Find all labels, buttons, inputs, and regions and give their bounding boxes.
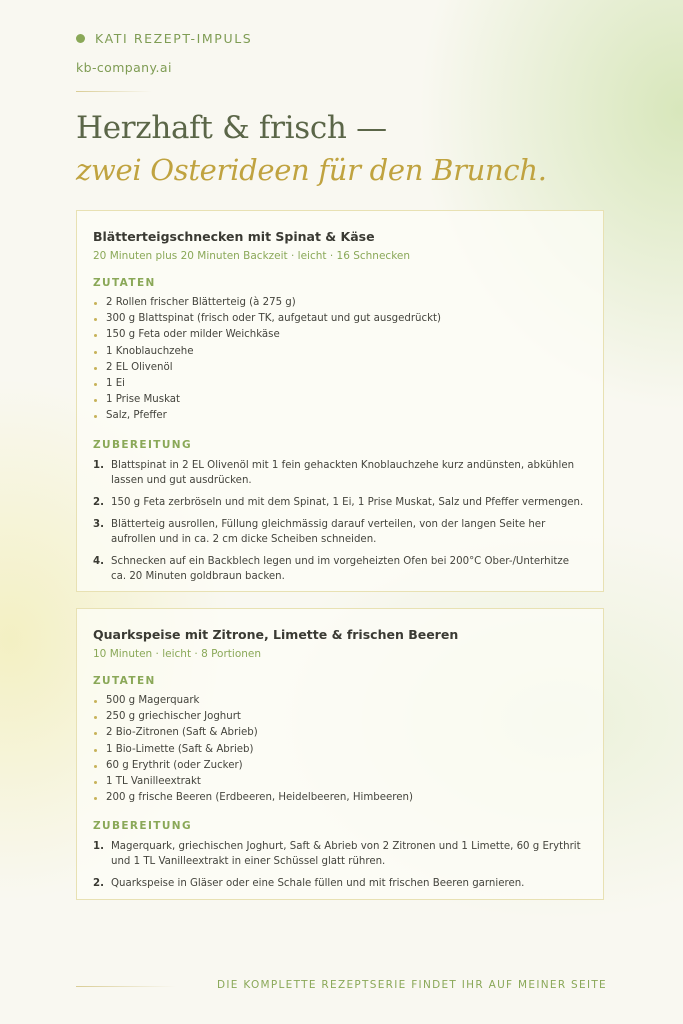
site-url[interactable]: kb-company.ai [76,60,172,75]
ingredient-item: Salz, Pfeffer [93,408,587,424]
recipe-meta: 10 Minuten · leicht · 8 Portionen [93,648,262,660]
step-number: 1. [93,459,104,471]
step-text: Magerquark, griechischen Joghurt, Saft & Abrieb von 2 Zitronen und 1 Limette, 60 g Erythrit und 1 TL Vanilleextrakt in einer Schüssel glatt rühren. [111,841,581,868]
footer-divider [76,986,176,987]
ingredient-item: 150 g Feta oder milder Weichkäse [93,327,587,343]
steps-list [93,458,587,584]
step-number: 2. [93,496,104,508]
ingredient-item: 1 Prise Muskat [93,392,587,408]
ingredient-item: 500 g Magerquark [93,693,587,709]
recipe-title: Blätterteigschnecken mit Spinat & Käse [93,229,375,244]
ingredients-list [93,295,587,425]
steps-label: ZUBEREITUNG [93,820,192,833]
step-number: 3. [93,518,104,530]
footer-cta[interactable]: DIE KOMPLETTE REZEPTSERIE FINDET IHR AUF MEINER SEITE [217,979,607,991]
ingredient-item: 2 Rollen frischer Blätterteig (à 275 g) [93,295,587,311]
step-item [93,517,587,547]
ingredient-item: 1 Bio-Limette (Saft & Abrieb) [93,742,587,758]
ingredient-item: 1 Knoblauchzehe [93,344,587,360]
steps-list [93,839,587,891]
step-item [93,458,587,488]
brand-name: KATI REZEPT-IMPULS [95,31,253,46]
ingredient-item: 250 g griechischer Joghurt [93,709,587,725]
step-item [93,554,587,584]
recipe-meta: 20 Minuten plus 20 Minuten Backzeit · leicht · 16 Schnecken [93,250,411,262]
step-item [93,495,587,510]
step-item [93,876,587,891]
steps-label: ZUBEREITUNG [93,438,192,451]
ingredients-label: ZUTATEN [93,277,156,289]
ingredient-item: 1 TL Vanilleextrakt [93,774,587,790]
ingredient-item: 1 Ei [93,376,587,392]
headline [76,106,547,190]
step-text: Schnecken auf ein Backblech legen und im vorgeheizten Ofen bei 200°C Ober-/Unterhitze ca. 20 Minuten goldbraun backen. [111,555,570,582]
ingredients-list [93,693,587,806]
top-divider [76,91,152,92]
brand-dot-icon [76,34,85,43]
ingredients-label: ZUTATEN [93,675,156,687]
recipe-card-spinach-rolls [76,210,604,592]
headline-line-2: zwei Osterideen für den Brunch. [76,153,547,187]
headline-line-1: Herzhaft & frisch — [76,110,387,146]
ingredient-item: 200 g frische Beeren (Erdbeeren, Heidelbeeren, Himbeeren) [93,790,587,806]
step-text: Quarkspeise in Gläser oder eine Schale füllen und mit frischen Beeren garnieren. [111,878,525,890]
step-number: 2. [93,878,104,890]
recipe-card-quark-dessert [76,608,604,900]
step-number: 4. [93,555,104,567]
ingredient-item: 300 g Blattspinat (frisch oder TK, aufgetaut und gut ausgedrückt) [93,311,587,327]
step-text: Blattspinat in 2 EL Olivenöl mit 1 fein gehackten Knoblauchzehe kurz andünsten, abkühlen lassen und gut ausdrücken. [111,459,575,486]
brand-row [76,31,252,46]
step-text: 150 g Feta zerbröseln und mit dem Spinat, 1 Ei, 1 Prise Muskat, Salz und Pfeffer vermengen. [111,496,584,508]
step-number: 1. [93,841,104,853]
ingredient-item: 2 EL Olivenöl [93,360,587,376]
step-item [93,839,587,869]
recipe-title: Quarkspeise mit Zitrone, Limette & frischen Beeren [93,627,459,642]
ingredient-item: 60 g Erythrit (oder Zucker) [93,758,587,774]
ingredient-item: 2 Bio-Zitronen (Saft & Abrieb) [93,725,587,741]
step-text: Blätterteig ausrollen, Füllung gleichmässig darauf verteilen, von der langen Seite her aufrollen und in ca. 2 cm dicke Scheiben schneiden. [111,518,546,545]
